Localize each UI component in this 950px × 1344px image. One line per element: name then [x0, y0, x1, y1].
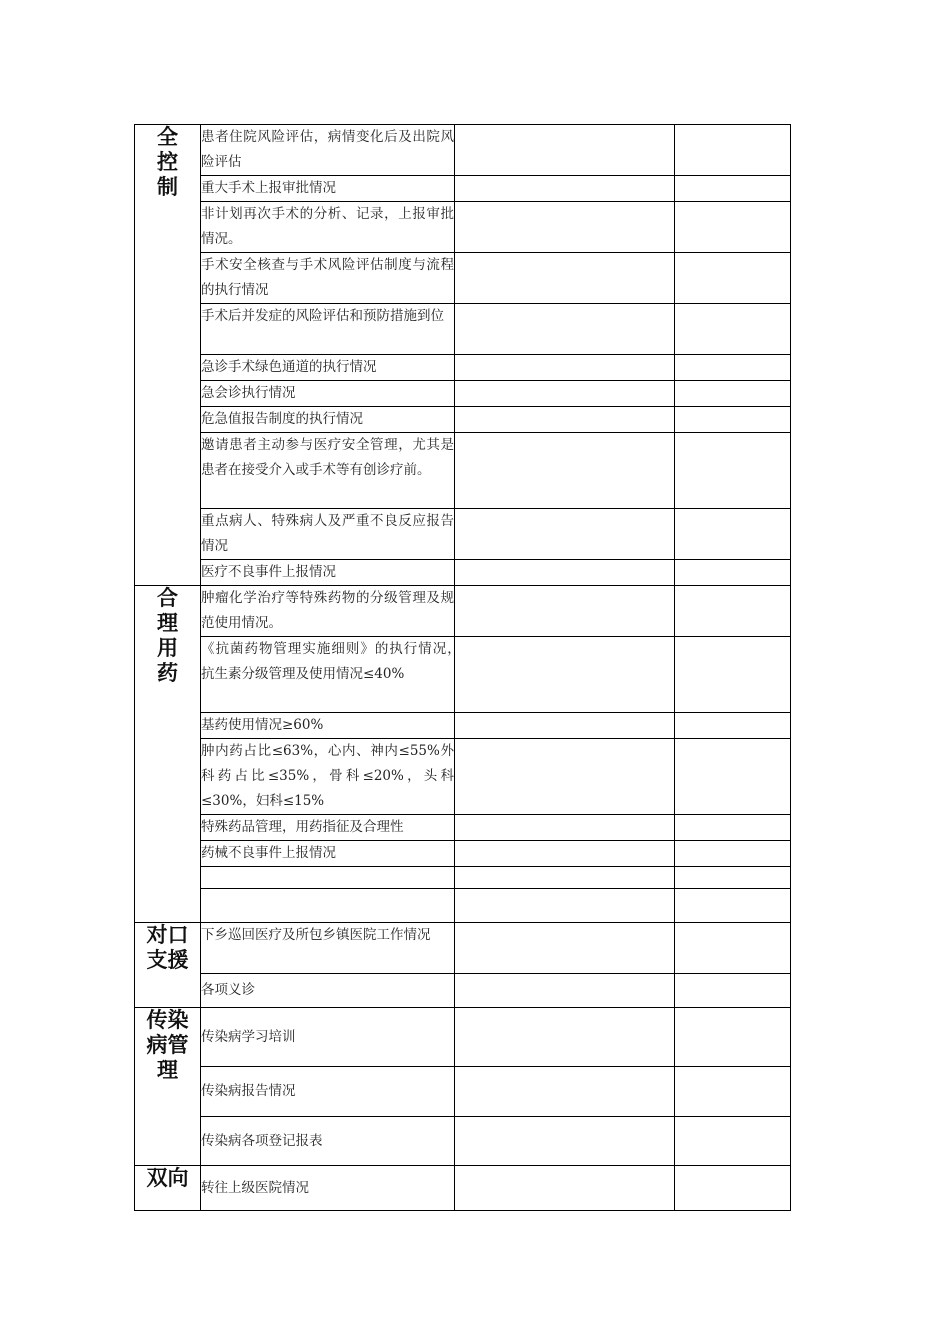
table-row — [135, 125, 791, 176]
item-cell: 特殊药品管理，用药指征及合理性 — [201, 815, 455, 841]
empty-cell — [455, 381, 675, 407]
item-cell: 危急值报告制度的执行情况 — [201, 407, 455, 433]
item-cell: 肿瘤化学治疗等特殊药物的分级管理及规范使用情况。 — [201, 586, 455, 637]
item-cell: 重点病人、特殊病人及严重不良反应报告情况 — [201, 509, 455, 560]
table-row — [135, 889, 791, 923]
empty-cell — [675, 1166, 791, 1211]
item-cell: 基药使用情况≥60% — [201, 713, 455, 739]
table-row — [135, 304, 791, 355]
table-row — [135, 815, 791, 841]
table-row — [135, 1008, 791, 1067]
category-cell — [135, 586, 201, 923]
item-cell: 药械不良事件上报情况 — [201, 841, 455, 867]
item-cell: 《抗菌药物管理实施细则》的执行情况， 抗生素分级管理及使用情况≤40% — [201, 637, 455, 713]
empty-cell — [675, 739, 791, 815]
empty-cell — [675, 176, 791, 202]
empty-cell — [455, 1117, 675, 1166]
empty-cell — [675, 923, 791, 974]
empty-cell — [455, 815, 675, 841]
table-row — [135, 176, 791, 202]
empty-cell — [675, 433, 791, 509]
table-row — [135, 509, 791, 560]
table-row — [135, 586, 791, 637]
item-cell: 急会诊执行情况 — [201, 381, 455, 407]
item-cell: 邀请患者主动参与医疗安全管理，尤其是患者在接受介入或手术等有创诊疗前。 — [201, 433, 455, 509]
empty-cell — [455, 889, 675, 923]
category-cell — [135, 1008, 201, 1166]
empty-cell — [675, 125, 791, 176]
empty-cell — [675, 355, 791, 381]
empty-cell — [675, 1008, 791, 1067]
item-cell: 传染病报告情况 — [201, 1067, 455, 1117]
item-cell: 患者住院风险评估，病情变化后及出院风险评估 — [201, 125, 455, 176]
item-cell: 传染病学习培训 — [201, 1008, 455, 1067]
empty-cell — [455, 509, 675, 560]
empty-cell — [455, 355, 675, 381]
empty-cell — [675, 889, 791, 923]
category-label: 对口支援 — [146, 923, 189, 972]
empty-cell — [455, 407, 675, 433]
table-row — [135, 637, 791, 713]
table-row — [135, 355, 791, 381]
empty-cell — [455, 304, 675, 355]
empty-cell — [455, 923, 675, 974]
empty-cell — [675, 1117, 791, 1166]
empty-cell — [675, 381, 791, 407]
empty-cell — [455, 202, 675, 253]
table-row — [135, 974, 791, 1008]
item-cell: 转往上级医院情况 — [201, 1166, 455, 1211]
empty-cell — [675, 560, 791, 586]
item-cell: 医疗不良事件上报情况 — [201, 560, 455, 586]
empty-cell — [675, 1067, 791, 1117]
empty-cell — [455, 586, 675, 637]
table-row — [135, 381, 791, 407]
table-row — [135, 1166, 791, 1211]
empty-cell — [675, 202, 791, 253]
empty-cell — [675, 974, 791, 1008]
empty-cell — [675, 407, 791, 433]
item-cell — [201, 889, 455, 923]
empty-cell — [675, 253, 791, 304]
table-row — [135, 253, 791, 304]
empty-cell — [675, 509, 791, 560]
category-label: 全控制 — [157, 125, 178, 199]
empty-cell — [455, 637, 675, 713]
empty-cell — [455, 713, 675, 739]
empty-cell — [675, 304, 791, 355]
item-cell: 下乡巡回医疗及所包乡镇医院工作情况 — [201, 923, 455, 974]
empty-cell — [675, 637, 791, 713]
item-cell: 肿内药占比≤63%，心内、神内≤55%外科药占比≤35%，骨科≤20%，头科≤30%，妇科≤15% — [201, 739, 455, 815]
item-cell: 非计划再次手术的分析、记录，上报审批情况。 — [201, 202, 455, 253]
item-cell: 重大手术上报审批情况 — [201, 176, 455, 202]
category-label: 合理用药 — [157, 586, 178, 685]
empty-cell — [455, 739, 675, 815]
checklist-table — [134, 124, 791, 1211]
item-cell: 各项义诊 — [201, 974, 455, 1008]
empty-cell — [455, 125, 675, 176]
empty-cell — [455, 841, 675, 867]
item-cell: 手术后并发症的风险评估和预防措施到位 — [201, 304, 455, 355]
empty-cell — [455, 560, 675, 586]
empty-cell — [455, 176, 675, 202]
table-row — [135, 560, 791, 586]
item-cell: 急诊手术绿色通道的执行情况 — [201, 355, 455, 381]
empty-cell — [675, 815, 791, 841]
table-row — [135, 407, 791, 433]
empty-cell — [675, 841, 791, 867]
category-cell — [135, 125, 201, 586]
empty-cell — [455, 867, 675, 889]
table-row — [135, 713, 791, 739]
empty-cell — [675, 586, 791, 637]
table-row — [135, 202, 791, 253]
table-row — [135, 867, 791, 889]
empty-cell — [455, 433, 675, 509]
table-row — [135, 841, 791, 867]
empty-cell — [455, 974, 675, 1008]
table-row — [135, 433, 791, 509]
table-row — [135, 923, 791, 974]
category-cell — [135, 1166, 201, 1211]
category-label: 传染病管理 — [146, 1008, 189, 1082]
empty-cell — [455, 1008, 675, 1067]
empty-cell — [455, 253, 675, 304]
empty-cell — [675, 713, 791, 739]
empty-cell — [675, 867, 791, 889]
table-row — [135, 1117, 791, 1166]
empty-cell — [455, 1067, 675, 1117]
item-cell — [201, 867, 455, 889]
table-row — [135, 1067, 791, 1117]
item-cell: 手术安全核查与手术风险评估制度与流程的执行情况 — [201, 253, 455, 304]
category-label: 双向 — [146, 1166, 189, 1190]
table-row — [135, 739, 791, 815]
category-cell — [135, 923, 201, 1008]
item-cell: 传染病各项登记报表 — [201, 1117, 455, 1166]
empty-cell — [455, 1166, 675, 1211]
